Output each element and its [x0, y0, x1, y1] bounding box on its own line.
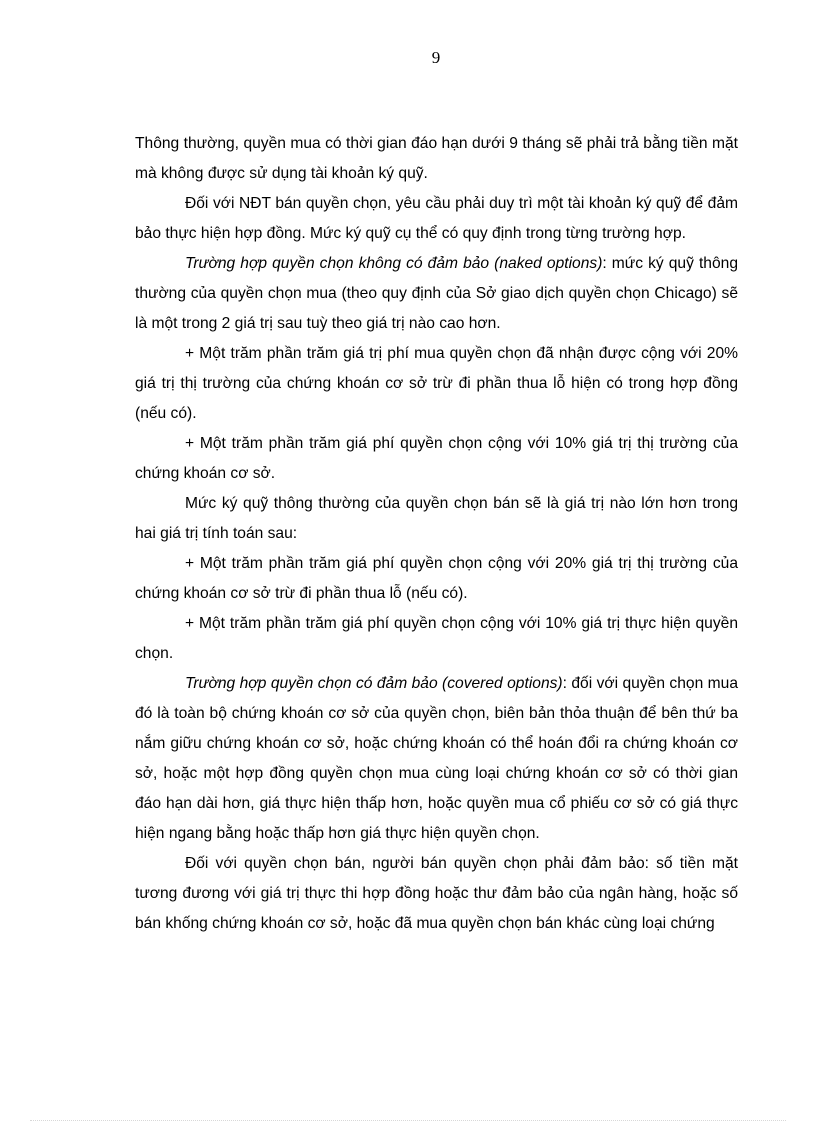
- paragraph-italic-lead: Trường hợp quyền chọn có đảm bảo (covered options): [185, 675, 563, 692]
- paragraph-text: + Một trăm phần trăm giá phí quyền chọn cộng với 10% giá trị thị trường của chứng khoán cơ sở.: [135, 435, 738, 482]
- paragraph-text: + Một trăm phần trăm giá phí quyền chọn cộng với 10% giá trị thực hiện quyền chọn.: [135, 615, 738, 662]
- paragraph: [135, 609, 738, 669]
- paragraph: [135, 489, 738, 549]
- paragraph: [135, 849, 738, 939]
- page-number: 9: [431, 48, 441, 67]
- paragraph: [135, 189, 738, 249]
- paragraph: [135, 129, 738, 189]
- paragraph: [135, 549, 738, 609]
- paragraph-text: Mức ký quỹ thông thường của quyền chọn bán sẽ là giá trị nào lớn hơn trong hai giá trị tính toán sau:: [135, 495, 738, 542]
- paragraph: [135, 429, 738, 489]
- document-body: [135, 129, 738, 939]
- paragraph-text: + Một trăm phần trăm giá trị phí mua quyền chọn đã nhận được cộng với 20% giá trị thị trường của chứng khoán cơ sở trừ đi phần thua lỗ hiện có trong hợp đồng (nếu có).: [135, 345, 738, 422]
- paragraph-text: Đối với NĐT bán quyền chọn, yêu cầu phải duy trì một tài khoản ký quỹ để đảm bảo thực hiện hợp đồng. Mức ký quỹ cụ thể có quy định trong từng trường hợp.: [135, 195, 738, 242]
- paragraph-text: Thông thường, quyền mua có thời gian đáo hạn dưới 9 tháng sẽ phải trả bằng tiền mặt mà không được sử dụng tài khoản ký quỹ.: [135, 135, 738, 182]
- paragraph-italic-lead: Trường hợp quyền chọn không có đảm bảo (naked options): [185, 255, 603, 272]
- paragraph-text: : đối với quyền chọn mua đó là toàn bộ chứng khoán cơ sở của quyền chọn, biên bản thỏa thuận để bên thứ ba nắm giữu chứng khoán cơ sở, hoặc chứng khoán có thể hoán đổi ra chứng khoán cơ sở, hoặc một hợp đồng quyền chọn mua cùng loại chứng khoán cơ sở có thời gian đáo hạn dài hơn, giá thực hiện thấp hơn, hoặc quyền mua cổ phiếu cơ sở có giá thực hiện ngang bằng hoặc thấp hơn giá thực hiện quyền chọn.: [135, 675, 738, 842]
- page-bottom-divider: [30, 1120, 786, 1121]
- paragraph: [135, 339, 738, 429]
- paragraph-text: Đối với quyền chọn bán, người bán quyền chọn phải đảm bảo: số tiền mặt tương đương với giá trị thực thi hợp đồng hoặc thư đảm bảo của ngân hàng, hoặc số bán khống chứng khoán cơ sở, hoặc đã mua quyền chọn bán khác cùng loại chứng: [135, 855, 738, 932]
- paragraph-text: + Một trăm phần trăm giá phí quyền chọn cộng với 20% giá trị thị trường của chứng khoán cơ sở trừ đi phần thua lỗ (nếu có).: [135, 555, 738, 602]
- paragraph-text: : mức ký quỹ thông thường của quyền chọn mua (theo quy định của Sở giao dịch quyền chọn Chicago) sẽ là một trong 2 giá trị sau tuỳ theo giá trị nào cao hơn.: [135, 255, 738, 332]
- paragraph: [135, 669, 738, 849]
- paragraph: [135, 249, 738, 339]
